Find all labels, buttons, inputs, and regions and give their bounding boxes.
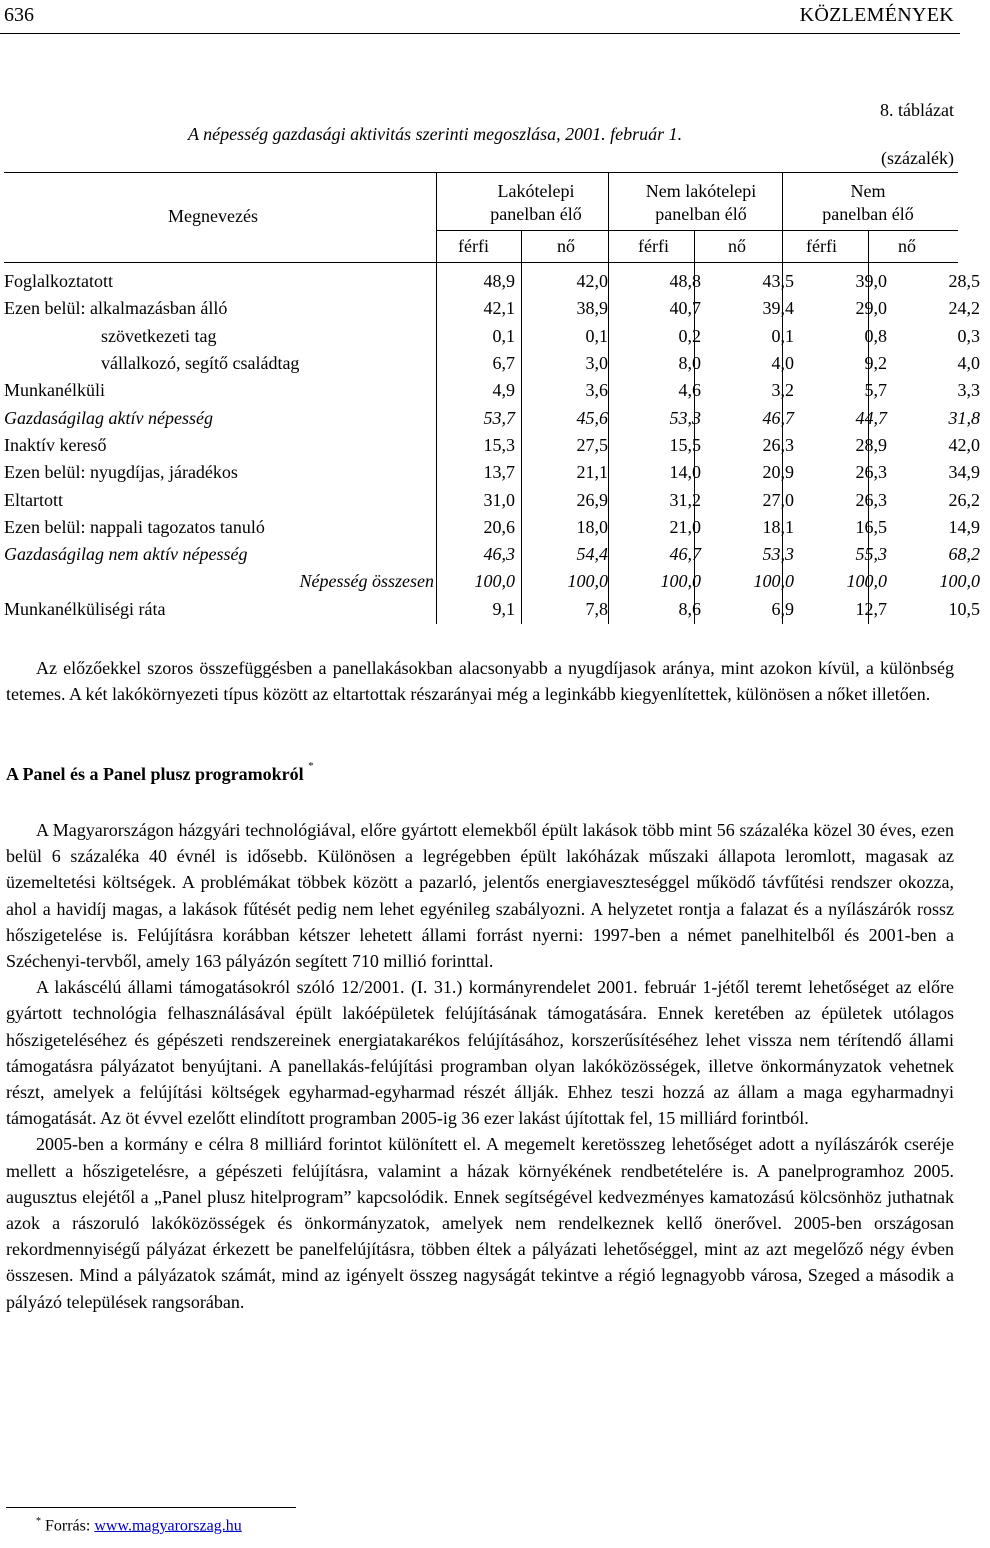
- row-label: Inaktív kereső: [4, 434, 107, 455]
- table-cell: 42,0: [948, 434, 980, 455]
- table-cell: 39,0: [855, 271, 887, 292]
- table-cell: 24,2: [948, 298, 980, 319]
- table-cell: 8,6: [678, 598, 701, 619]
- table-cell: 44,7: [855, 407, 887, 428]
- row-label: Ezen belül: nappali tagozatos tanuló: [4, 516, 265, 537]
- table-row: [4, 377, 990, 404]
- row-label: Ezen belül: alkalmazásban álló: [4, 298, 228, 319]
- table-cell: 54,4: [576, 544, 608, 565]
- table-cell: 13,7: [483, 462, 515, 483]
- table-cell: 100,0: [567, 571, 608, 592]
- table-cell: 31,2: [669, 489, 701, 510]
- table-cell: 26,3: [762, 434, 794, 455]
- row-label: vállalkozó, segítő családtag: [101, 353, 300, 374]
- table-cell: 42,0: [576, 271, 608, 292]
- table-cell: 26,3: [855, 462, 887, 483]
- row-label: Munkanélküliségi ráta: [4, 598, 166, 619]
- paragraph: 2005-ben a kormány e célra 8 milliárd forintot különített el. A megemelt keretösszeg lehetőséget adott a nyílászárók cseréje mellett a hőszigetelésre, a gépészeti felújításra, valamint a házak környékének rendbetételére is. A panelprogramhoz 2005. augusztus elejétől a „Panel plusz hitelprogram” kapcsolódik. Ennek segítségével kedvezményes kamatozású kölcsönhöz juthatnak azok a rászoruló lakóközösségek és önkormányzatok, amelyek nem rendelkeznek kellő önerővel. 2005-ben országosan rekordmennyiségű pályázat érkezett be panelfelújításra, többen éltek a pályázati lehetőséggel, mint az azt megelőző négy évben összesen. Mind a pályázatok számát, mind az igényelt összeg nagyságát tekintve a régió legnagyobb városa, Szeged a második a pályázó települések rangsorában.: [6, 1134, 954, 1312]
- table-row: [4, 323, 990, 350]
- row-label: Munkanélküli: [4, 380, 105, 401]
- sex-header: férfi: [806, 236, 837, 256]
- table-cell: 15,3: [483, 434, 515, 455]
- table-cell: 14,0: [669, 462, 701, 483]
- paragraph: A Magyarországon házgyári technológiával, előre gyártott elemekből épült lakások több mint 56 százaléka közel 30 éves, ezen belül 6 százaléka 40 évnél is idősebb. Különösen a legrégebben épült lakóházak műszaki állapota leromlott, magasak az üzemeltetési költségek. A problémákat többek között a pazarló, jelentős energiaveszteséggel működő távfűtési rendszer okozza, ahol a havidíj magas, a lakások fűtését pedig nem lehet egyénileg szabályozni. A helyzetet rontja a falazat és a nyílászárók rossz hőszigetelése is. Felújításra korábban kétszer lehetett állami forrást nyerni: 1997-ben a német panelhitelből és 2001-ben a Széchenyi-tervből, amely 163 pályázón segített 710 millió forinttal.: [6, 820, 954, 972]
- table-cell: 3,0: [585, 353, 608, 374]
- table-cell: 0,3: [957, 325, 980, 346]
- source-link[interactable]: www.magyarorszag.hu: [94, 1517, 242, 1535]
- table-cell: 3,3: [957, 380, 980, 401]
- table-cell: 31,8: [948, 407, 980, 428]
- table-cell: 8,0: [678, 353, 701, 374]
- table-unit: (százalék): [881, 148, 954, 168]
- header-bottom-rule: [4, 262, 958, 263]
- table-cell: 46,3: [483, 544, 515, 565]
- table-cell: 26,2: [948, 489, 980, 510]
- row-label: Gazdaságilag aktív népesség: [4, 407, 213, 428]
- table-cell: 18,1: [762, 516, 794, 537]
- table-cell: 4,6: [678, 380, 701, 401]
- paragraph: A lakáscélú állami támogatásokról szóló 12/2001. (I. 31.) kormányrendelet 2001. február 1-jétől teremt lehetőséget az előre gyártott technológia felhasználásával épült lakóépületek felújításának támogatására. Ennek keretében az épületek utólagos hőszigeteléséhez és gépészeti rendszereinek energiatakarékos felújításához, korszerűsítéséhez lehet vissza nem térítendő állami támogatásra pályázatot benyújtani. A panellakás-felújítási programban olyan lakóközösségek, illetve önkormányzatok vehetnek részt, amelyek a felújítási költségek egyharmad-egyharmad részét állják. Ehhez teszi hozzá az állam a maga egyharmadnyi támogatását. Az öt évvel ezelőtt elindított programban 2005-ig 36 ezer lakást újítottak fel, 15 milliárd forintból.: [6, 977, 954, 1129]
- group-header-nem-lakotelepi: Nem lakótelepi panelban élő: [645, 181, 757, 224]
- table-row: [4, 404, 990, 431]
- sex-header: nő: [728, 236, 746, 256]
- table-cell: 48,9: [483, 271, 515, 292]
- table-cell: 43,5: [762, 271, 794, 292]
- table-cell: 18,0: [576, 516, 608, 537]
- sex-header: nő: [898, 236, 916, 256]
- table-cell: 26,3: [855, 489, 887, 510]
- table-cell: 6,9: [771, 598, 794, 619]
- table-number: 8. táblázat: [880, 100, 954, 120]
- table-cell: 100,0: [846, 571, 887, 592]
- table-row: [4, 568, 990, 595]
- table-cell: 3,6: [585, 380, 608, 401]
- sex-header: férfi: [638, 236, 669, 256]
- table-cell: 14,9: [948, 516, 980, 537]
- row-label: Foglalkoztatott: [4, 271, 113, 292]
- table-cell: 0,2: [678, 325, 701, 346]
- table-cell: 0,8: [864, 325, 887, 346]
- table-cell: 20,9: [762, 462, 794, 483]
- table-cell: 34,9: [948, 462, 980, 483]
- table-row: [4, 350, 990, 377]
- section-heading: A Panel és a Panel plusz programokról *: [6, 760, 314, 784]
- page-number: 636: [4, 4, 34, 26]
- table-cell: 3,2: [771, 380, 794, 401]
- table-cell: 29,0: [855, 298, 887, 319]
- section-title: KÖZLEMÉNYEK: [799, 4, 954, 26]
- column-label: Megnevezés: [168, 206, 258, 226]
- sex-header: férfi: [458, 236, 489, 256]
- table-row: [4, 514, 990, 541]
- row-label: Ezen belül: nyugdíjas, járadékos: [4, 462, 238, 483]
- table-row: [4, 432, 990, 459]
- table-cell: 27,0: [762, 489, 794, 510]
- table-cell: 0,1: [771, 325, 794, 346]
- footnote-marker: *: [308, 760, 314, 772]
- table-cell: 21,1: [576, 462, 608, 483]
- table-cell: 46,7: [762, 407, 794, 428]
- row-label: Eltartott: [4, 489, 63, 510]
- table-row: [4, 541, 990, 568]
- table-cell: 6,7: [492, 353, 515, 374]
- table-cell: 15,5: [669, 434, 701, 455]
- table-cell: 28,9: [855, 434, 887, 455]
- table-cell: 7,8: [585, 598, 608, 619]
- paragraph-after-table: Az előzőekkel szoros összefüggésben a panellakásokban alacsonyabb a nyugdíjasok aránya, mint azokon kívül, a különbség tetemes. A két lakókörnyezeti típus között az eltartottak részarányai még a leginkább kiegyenlítettek, különösen a nőket illetően.: [6, 658, 954, 705]
- table-cell: 16,5: [855, 516, 887, 537]
- footnote: * Forrás: www.magyarorszag.hu: [36, 1516, 242, 1535]
- table-cell: 53,7: [483, 407, 515, 428]
- table-caption: A népesség gazdasági aktivitás szerinti megoszlása, 2001. február 1.: [188, 124, 683, 144]
- article-body: [6, 817, 954, 1315]
- table-cell: 5,7: [864, 380, 887, 401]
- table-cell: 0,1: [492, 325, 515, 346]
- table-top-rule: [4, 172, 958, 173]
- data-table: [4, 268, 990, 623]
- table-row: [4, 459, 990, 486]
- table-cell: 28,5: [948, 271, 980, 292]
- table-cell: 68,2: [948, 544, 980, 565]
- footnote-rule: [6, 1507, 296, 1508]
- row-label: Gazdaságilag nem aktív népesség: [4, 544, 248, 565]
- table-cell: 21,0: [669, 516, 701, 537]
- table-cell: 53,3: [762, 544, 794, 565]
- table-cell: 31,0: [483, 489, 515, 510]
- table-cell: 9,1: [492, 598, 515, 619]
- table-cell: 48,8: [669, 271, 701, 292]
- group-header-lakotelepi: Lakótelepi panelban élő: [490, 181, 582, 224]
- table-cell: 100,0: [660, 571, 701, 592]
- table-row: [4, 268, 990, 295]
- table-row: [4, 486, 990, 513]
- table-cell: 39,4: [762, 298, 794, 319]
- table-cell: 4,0: [771, 353, 794, 374]
- table-cell: 27,5: [576, 434, 608, 455]
- table-cell: 42,1: [483, 298, 515, 319]
- table-cell: 9,2: [864, 353, 887, 374]
- table-cell: 40,7: [669, 298, 701, 319]
- group-rule: [437, 230, 958, 231]
- table-cell: 10,5: [948, 598, 980, 619]
- table-cell: 4,0: [957, 353, 980, 374]
- table-cell: 0,1: [585, 325, 608, 346]
- row-label: szövetkezeti tag: [101, 325, 217, 346]
- table-row: [4, 295, 990, 322]
- table-cell: 20,6: [483, 516, 515, 537]
- table-cell: 53,3: [669, 407, 701, 428]
- table-cell: 100,0: [753, 571, 794, 592]
- table-cell: 46,7: [669, 544, 701, 565]
- table-cell: 100,0: [939, 571, 980, 592]
- table-cell: 45,6: [576, 407, 608, 428]
- table-cell: 4,9: [492, 380, 515, 401]
- row-label: Népesség összesen: [299, 571, 434, 592]
- table-cell: 38,9: [576, 298, 608, 319]
- table-cell: 26,9: [576, 489, 608, 510]
- sex-header: nő: [557, 236, 575, 256]
- table-cell: 100,0: [474, 571, 515, 592]
- running-header: [0, 0, 960, 34]
- table-cell: 12,7: [855, 598, 887, 619]
- table-row: [4, 596, 990, 623]
- table-cell: 55,3: [855, 544, 887, 565]
- group-header-nem-panel: Nem panelban élő: [822, 181, 914, 224]
